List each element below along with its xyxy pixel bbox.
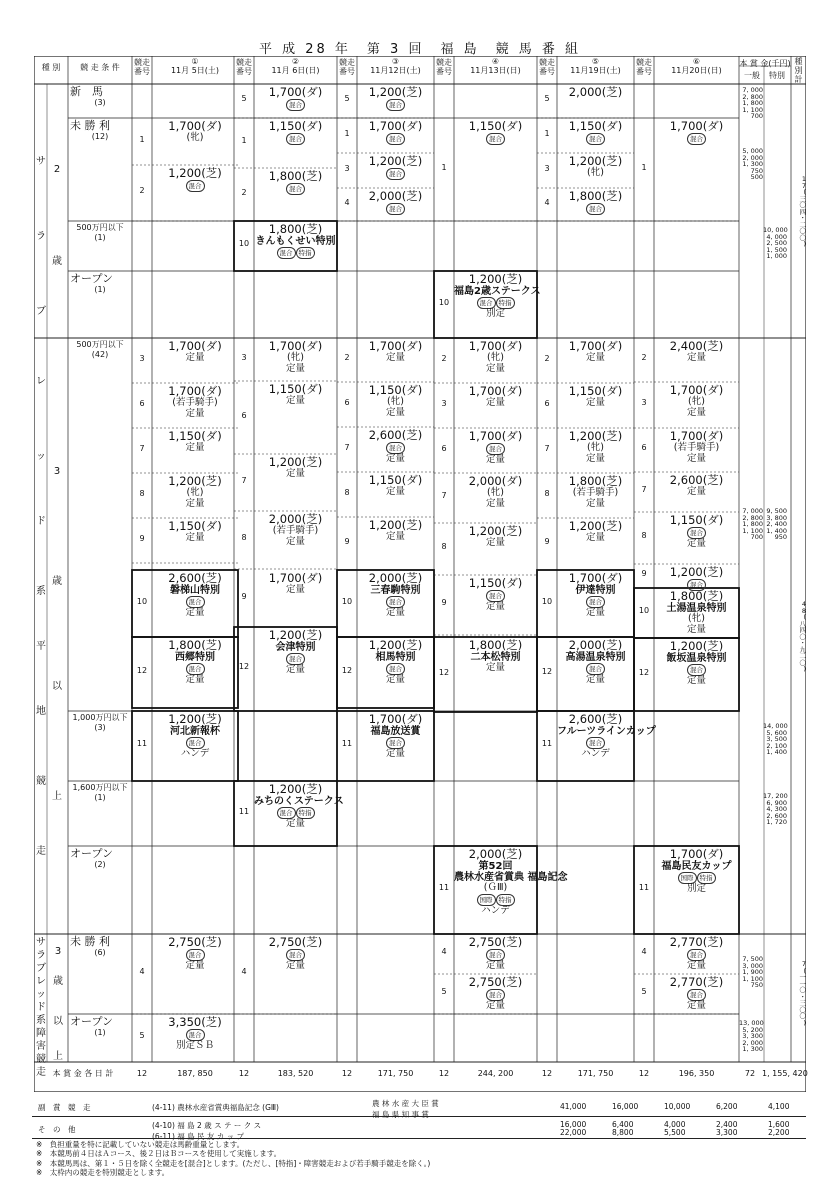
award-value: 16,000 xyxy=(612,1102,639,1111)
race-cell: 1,150(ダ) 定量 xyxy=(568,384,623,408)
header-day-5: ⑤ 11月19日(土) xyxy=(570,57,621,75)
header-race-no: 競走 番号 xyxy=(636,58,652,76)
section-jump-char: 害 xyxy=(36,1041,46,1052)
race-number: 2 xyxy=(544,353,550,363)
condition-count: (1) xyxy=(94,285,106,294)
race-number: 2 xyxy=(441,353,447,363)
race-cell: 1,700(ダ) 福島放送賞 混合 定量 xyxy=(368,712,423,760)
race-cell: 1,200(芝) みちのくステークス 混合 特指 定量 xyxy=(254,782,344,830)
race-number: 2 xyxy=(241,187,247,197)
header-race-no: 競走 番号 xyxy=(134,58,150,76)
race-number: 12 xyxy=(136,665,148,675)
header-race-no: 競走 番号 xyxy=(236,58,252,76)
totals-all-count: 72 xyxy=(744,1069,756,1078)
race-cell: 1,700(ダ) 定量 xyxy=(568,339,623,363)
race-cell: 1,700(ダ) (若手騎手) 定量 xyxy=(669,429,724,464)
other-value: 6,400 xyxy=(612,1120,634,1129)
race-cell: 2,750(芝) 混合 定量 xyxy=(468,935,523,971)
section-sara-char: 系 xyxy=(36,586,46,597)
race-number: 11 xyxy=(438,883,450,892)
race-number: 4 xyxy=(641,947,647,956)
race-cell: 1,200(芝) 混合 xyxy=(669,565,724,589)
condition-count: (3) xyxy=(94,98,106,107)
totals-count: 12 xyxy=(438,1069,450,1078)
race-cell: 1,800(芝) 混合 xyxy=(568,189,623,213)
race-number: 11 xyxy=(638,883,650,892)
prize-values: 14, 000 5, 600 3, 500 2, 100 1, 400 xyxy=(763,722,788,756)
race-cell: 2,000(芝) 高湯温泉特別 混合 定量 xyxy=(565,638,626,686)
race-number: 4 xyxy=(441,947,447,956)
race-number: 2 xyxy=(641,353,647,362)
page-title: 平 成 28 年 第 3 回 福 島 競 馬 番 組 xyxy=(258,42,581,57)
section-jump-char: 走 xyxy=(36,1067,46,1078)
race-number: 8 xyxy=(241,533,247,542)
race-number: 11 xyxy=(238,806,250,816)
race-number: 7 xyxy=(544,443,550,453)
prize-values: 9, 500 3, 800 2, 400 1, 400 950 xyxy=(766,507,787,541)
header-day-6: ⑥ 11月20日(日) xyxy=(671,57,722,75)
other-value: 16,000 xyxy=(560,1120,587,1129)
prize-values: 7, 000 2, 800 1, 800 1, 100 700 xyxy=(742,86,763,120)
section-sara-char: ッ xyxy=(36,451,46,462)
race-cell: 2,750(芝) 混合 定量 xyxy=(268,935,323,971)
race-cell: 1,150(ダ) 混合 xyxy=(468,119,523,143)
section-jump-char: レ xyxy=(36,976,46,987)
notes xyxy=(36,1140,430,1178)
race-number: 9 xyxy=(544,537,550,546)
race-number: 5 xyxy=(139,1031,145,1040)
totals-prize: 171, 750 xyxy=(377,1069,414,1078)
condition-count: (6) xyxy=(94,948,106,957)
other-races: (4-10) 福 島 2 歳 ス テ ー ク ス (6-11) 福 島 民 友 カ ッ プ xyxy=(152,1121,262,1141)
race-number: 10 xyxy=(438,297,450,307)
race-cell: 2,600(芝) 磐梯山特別 混合 定量 xyxy=(168,571,222,619)
prize-values: 7, 500 3, 000 1, 900 1, 100 750 xyxy=(742,955,763,989)
race-cell: 1,800(芝) 西郷特別 混合 定量 xyxy=(168,638,222,686)
race-number: 1 xyxy=(344,128,350,138)
race-number: 3 xyxy=(641,398,647,407)
race-number: 11 xyxy=(541,739,553,748)
prize-values: 17, 200 6, 900 4, 300 2, 600 1, 720 xyxy=(763,792,788,826)
race-cell: 1,700(ダ) (牝) 定量 xyxy=(669,383,724,418)
race-number: 6 xyxy=(241,410,247,420)
race-number: 9 xyxy=(441,598,447,607)
totals-count: 12 xyxy=(341,1069,353,1078)
race-cell: 2,770(芝) 混合 定量 xyxy=(669,975,724,1011)
race-cell: 1,150(ダ) 混合 xyxy=(568,119,623,143)
race-number: 9 xyxy=(641,569,647,578)
race-cell: 1,700(ダ) 混合 xyxy=(669,119,724,143)
header-day-1: ① 11月 5日(土) xyxy=(170,57,220,75)
age3-label: 以 xyxy=(52,681,62,692)
age3-label: 歳 xyxy=(52,576,62,587)
race-cell: 2,770(芝) 混合 定量 xyxy=(669,935,724,971)
race-cell: 2,000(芝) 三春駒特別 混合 定量 xyxy=(368,571,423,619)
totals-label: 本 賞 金 各 日 計 xyxy=(52,1069,114,1078)
race-cell: 1,150(ダ) 定量 xyxy=(268,382,323,406)
race-number: 7 xyxy=(641,485,647,494)
race-cell: 1,150(ダ) (牝) 定量 xyxy=(368,383,423,418)
race-number: 4 xyxy=(241,967,247,976)
jump-age-label: 以 xyxy=(53,1016,63,1027)
section-sara-char: サ xyxy=(36,156,46,167)
race-number: 12 xyxy=(438,667,450,677)
race-cell: 1,150(ダ) 混合 定量 xyxy=(468,576,523,612)
race-number: 2 xyxy=(344,353,350,362)
age2-label: 歳 xyxy=(52,256,62,267)
race-cell: 1,700(ダ) (牝) xyxy=(168,119,222,143)
totals-count: 12 xyxy=(638,1069,650,1078)
header-kind-total: 種 別 計 xyxy=(794,57,803,84)
other-value: 3,300 xyxy=(716,1128,738,1137)
race-number: 8 xyxy=(544,488,550,498)
race-number: 3 xyxy=(344,163,350,173)
race-number: 4 xyxy=(544,197,550,207)
section-sara-char: 走 xyxy=(36,846,46,857)
race-number: 12 xyxy=(638,667,650,677)
age2-label: 2 xyxy=(53,164,61,175)
condition-count: (1) xyxy=(94,793,106,802)
header-race-no: 競走 番号 xyxy=(436,58,452,76)
race-number: 3 xyxy=(241,352,247,362)
race-cell: 2,000(芝) 混合 xyxy=(368,189,423,213)
race-cell: 1,700(ダ) 混合 定量 xyxy=(468,429,523,465)
race-cell: 1,200(芝) 相馬特別 混合 定量 xyxy=(368,638,423,686)
race-cell: 3,350(芝) 混合 別定ＳＢ xyxy=(168,1015,222,1051)
header-day-3: ③ 11月12日(土) xyxy=(370,57,421,75)
race-cell: 1,200(芝) 定量 xyxy=(568,519,623,543)
totals-count: 12 xyxy=(541,1069,553,1078)
race-cell: 1,800(芝) きんもくせい特別 混合 特指 xyxy=(255,222,336,258)
race-cell: 1,200(芝) (牝) xyxy=(568,154,623,178)
race-cell: 1,200(芝) 定量 xyxy=(368,518,423,542)
race-cell: 1,700(ダ) 定量 xyxy=(168,339,222,363)
race-cell: 1,200(芝) 飯坂温泉特別 混合 定量 xyxy=(666,639,727,687)
race-number: 12 xyxy=(341,665,353,675)
header-race-no: 競走 番号 xyxy=(539,58,555,76)
other-value: 2,200 xyxy=(768,1128,790,1137)
race-number: 6 xyxy=(641,443,647,452)
condition-name: 500万円以下 xyxy=(76,223,124,232)
section-jump-char: 系 xyxy=(36,1015,46,1026)
race-cell: 1,700(ダ) 定量 xyxy=(468,384,523,408)
race-number: 6 xyxy=(344,397,350,407)
race-cell: 2,600(芝) 混合 定量 xyxy=(368,428,423,464)
race-number: 8 xyxy=(139,488,145,498)
race-number: 7 xyxy=(241,475,247,485)
kind-total: 1 7 ( 三 〇 四 ・ 二 〇 〇 ) xyxy=(799,175,806,248)
kind-total: 4 8 ( 八 四 〇 ・ 九 二 〇 ) xyxy=(799,600,806,673)
race-cell: 2,000(芝) (若手騎手) 定量 xyxy=(268,512,323,547)
note-line: ※ 負担重量を特に記載していない競走は馬齢重量とします。 xyxy=(36,1140,245,1149)
condition-name: オープン xyxy=(70,847,114,860)
race-cell: 1,200(芝) 定量 xyxy=(468,524,523,548)
race-number: 5 xyxy=(544,94,550,103)
jump-age-label: 3 xyxy=(54,946,62,957)
condition-count: (1) xyxy=(94,233,106,242)
race-cell: 1,700(ダ) (牝) 定量 xyxy=(268,339,323,374)
race-number: 10 xyxy=(238,239,250,248)
race-number: 10 xyxy=(638,606,650,615)
prize-values: 10, 000 4, 000 2, 500 1, 500 1, 000 xyxy=(763,226,788,260)
race-number: 6 xyxy=(441,443,447,453)
race-number: 1 xyxy=(441,162,447,172)
race-number: 3 xyxy=(544,163,550,173)
race-cell: 1,700(ダ) (牝) 定量 xyxy=(468,339,523,374)
race-cell: 2,600(芝) 定量 xyxy=(669,473,724,497)
race-number: 1 xyxy=(544,128,550,138)
condition-count: (1) xyxy=(94,1028,106,1037)
race-cell: 1,200(芝) 河北新報杯 混合 ハンデ xyxy=(168,712,222,760)
race-cell: 1,150(ダ) 定量 xyxy=(168,519,222,543)
race-number: 5 xyxy=(441,987,447,996)
race-number: 7 xyxy=(441,491,447,500)
race-cell: 1,200(芝) (牝) 定量 xyxy=(168,474,222,509)
award-value: 4,100 xyxy=(768,1102,790,1111)
race-number: 3 xyxy=(139,353,145,363)
section-jump-char: 競 xyxy=(36,1054,46,1065)
race-cell: 1,700(ダ) (若手騎手) 定量 xyxy=(168,384,222,419)
condition-name: 500万円以下 xyxy=(76,340,124,349)
race-cell: 1,800(芝) (若手騎手) 定量 xyxy=(568,474,623,509)
condition-count: (42) xyxy=(91,350,109,359)
other-value: 1,600 xyxy=(768,1120,790,1129)
race-cell: 1,700(ダ) 混合 xyxy=(368,119,423,143)
condition-name: 1,600万円以下 xyxy=(72,783,128,792)
totals-count: 12 xyxy=(238,1069,250,1078)
other-value: 4,000 xyxy=(664,1120,686,1129)
condition-name: 新 馬 xyxy=(70,85,103,98)
other-value: 8,800 xyxy=(612,1128,634,1137)
age3-label: 3 xyxy=(53,466,61,477)
race-number: 1 xyxy=(139,134,145,144)
totals-all-prize: 1, 155, 420 xyxy=(762,1069,808,1078)
section-sara-char: 競 xyxy=(36,776,46,787)
race-cell: 1,150(ダ) 混合 定量 xyxy=(669,513,724,549)
note-line: ※ 本競馬前４日はＡコース、後２日はＢコースを使用して実施します。 xyxy=(36,1149,282,1159)
race-number: 2 xyxy=(139,186,145,195)
race-cell: 1,700(ダ) 伊達特別 混合 定量 xyxy=(568,571,623,619)
jump-age-label: 歳 xyxy=(53,976,63,987)
race-cell: 2,600(芝) フルーツラインカップ 混合 ハンデ xyxy=(557,712,656,760)
footer-divider xyxy=(32,1138,806,1139)
note-line: ※ 本競馬馬は、第１・５日を除く全競走を[混合]とします。(ただし、[特指]・障害競走および若手騎手競走を除く。) xyxy=(36,1158,431,1168)
condition-name: オープン xyxy=(70,272,114,285)
race-number: 8 xyxy=(344,487,350,497)
race-cell: 1,800(芝) 土湯温泉特別 (牝) 定量 xyxy=(666,589,727,635)
header-conditions: 競 走 条 件 xyxy=(80,63,120,72)
race-cell: 2,750(芝) 混合 定量 xyxy=(468,975,523,1011)
header-day-4: ④ 11月13日(日) xyxy=(470,57,521,75)
prize-values: 7, 000 2, 800 1, 800 1, 100 700 xyxy=(742,507,763,541)
race-cell: 1,200(芝) 福島2歳ステークス 混合 特指 別定 xyxy=(454,272,541,320)
race-number: 5 xyxy=(241,94,247,103)
race-cell: 1,200(芝) 混合 xyxy=(368,154,423,178)
section-jump-char: ッ xyxy=(36,989,46,1000)
section-jump-char: 障 xyxy=(36,1028,46,1039)
section-jump-char: ラ xyxy=(36,950,46,961)
section-sara-char: 平 xyxy=(36,641,46,652)
age3-label: 上 xyxy=(52,791,62,802)
race-cell: 1,800(芝) 二本松特別 定量 xyxy=(468,638,523,674)
race-number: 1 xyxy=(641,162,647,172)
header-race-no: 競走 番号 xyxy=(339,58,355,76)
race-number: 12 xyxy=(541,667,553,676)
condition-count: (2) xyxy=(94,860,106,869)
race-number: 10 xyxy=(136,596,148,606)
header-general: 一般 xyxy=(744,71,760,80)
section-jump-char: ブ xyxy=(36,963,46,974)
condition-name: 1,000万円以下 xyxy=(72,713,128,722)
note-line: ※ 太枠内の競走を特別競走とします。 xyxy=(36,1168,170,1178)
section-jump-char: ド xyxy=(36,1002,46,1013)
race-number: 9 xyxy=(344,536,350,546)
program-table xyxy=(34,56,806,1092)
other-label: そ の 他 xyxy=(38,1125,76,1134)
race-cell: 1,200(芝) 混合 xyxy=(368,85,423,109)
race-number: 5 xyxy=(641,987,647,996)
race-number: 8 xyxy=(441,542,447,551)
condition-count: (3) xyxy=(94,723,106,732)
race-number: 4 xyxy=(344,197,350,207)
race-number: 3 xyxy=(441,398,447,408)
award-value: 10,000 xyxy=(664,1102,691,1111)
condition-name: 未 勝 利 xyxy=(70,119,110,132)
race-number: 9 xyxy=(139,533,145,543)
kind-total: 7 ( 一 一 〇 ・ 三 〇 〇 ) xyxy=(799,960,806,1027)
race-cell: 1,150(ダ) 混合 xyxy=(268,119,323,143)
header-prize: 本 賞 金(千円) xyxy=(739,59,791,68)
award-value: 6,200 xyxy=(716,1102,738,1111)
award-value: 41,000 xyxy=(560,1102,587,1111)
race-cell: 1,150(ダ) 定量 xyxy=(168,429,222,453)
race-number: 7 xyxy=(139,443,145,453)
other-value: 2,400 xyxy=(716,1120,738,1129)
totals-prize: 183, 520 xyxy=(277,1069,314,1078)
race-cell: 1,700(ダ) 定量 xyxy=(268,571,323,595)
condition-count: (12) xyxy=(91,132,109,141)
jump-age-label: 上 xyxy=(53,1051,63,1062)
totals-prize: 196, 350 xyxy=(678,1069,715,1078)
totals-count: 12 xyxy=(136,1069,148,1078)
race-number: 6 xyxy=(544,398,550,408)
race-number: 5 xyxy=(344,94,350,103)
section-sara-char: ラ xyxy=(36,231,46,242)
race-number: 10 xyxy=(341,596,353,606)
award-by: 農 林 水 産 大 臣 賞 福 島 県 知 事 賞 xyxy=(372,1099,439,1119)
race-cell: 1,700(ダ) 福島民友カップ 国際 特指 別定 xyxy=(661,847,732,895)
header-kind: 種 別 xyxy=(41,63,61,72)
race-number: 4 xyxy=(139,967,145,976)
section-sara-char: 地 xyxy=(36,706,46,717)
race-cell: 1,200(芝) 会津特別 混合 定量 xyxy=(268,628,323,676)
race-number: 9 xyxy=(241,591,247,601)
totals-prize: 244, 200 xyxy=(477,1069,514,1078)
race-number: 6 xyxy=(139,398,145,408)
race-number: 12 xyxy=(238,662,250,671)
race-cell: 1,700(ダ) 定量 xyxy=(368,339,423,363)
race-cell: 2,400(芝) 定量 xyxy=(669,339,724,363)
race-cell: 1,150(ダ) 定量 xyxy=(368,473,423,497)
footer-divider xyxy=(32,1116,806,1117)
race-cell: 2,000(ダ) (牝) 定量 xyxy=(468,474,523,509)
award-label: 副 賞 競 走 xyxy=(38,1103,91,1112)
header-day-2: ② 11月 6日(日) xyxy=(271,57,320,75)
totals-prize: 171, 750 xyxy=(577,1069,614,1078)
race-cell: 2,000(芝) 第52回 農林水産省賞典 福島記念 (ＧⅢ) 国際 特指 ハンデ xyxy=(454,847,568,916)
race-cell: 2,750(芝) 混合 定量 xyxy=(168,935,222,971)
race-number: 8 xyxy=(641,531,647,540)
race-cell: 1,200(芝) 混合 xyxy=(168,166,222,190)
award-race: (4-11) 農林水産省賞典福島記念 (GⅢ) xyxy=(152,1103,279,1112)
race-number: 1 xyxy=(241,136,247,145)
race-cell: 1,800(芝) 混合 xyxy=(268,169,323,193)
other-value: 22,000 xyxy=(560,1128,587,1137)
other-value: 5,500 xyxy=(664,1128,686,1137)
race-number: 10 xyxy=(541,596,553,606)
prize-values: 13, 000 5, 200 3, 300 2, 000 1, 300 xyxy=(739,1019,764,1053)
race-number: 7 xyxy=(344,442,350,452)
condition-name: 未 勝 利 xyxy=(70,935,110,948)
race-cell: 1,200(芝) (牝) 定量 xyxy=(568,429,623,464)
race-cell: 1,700(ダ) 混合 xyxy=(268,85,323,109)
prize-values: 5, 000 2, 000 1, 300 750 500 xyxy=(742,147,763,181)
section-jump-char: サ xyxy=(36,937,46,948)
race-number: 11 xyxy=(341,739,353,748)
header-special: 特別 xyxy=(769,71,785,80)
totals-prize: 187, 850 xyxy=(177,1069,213,1078)
race-number: 11 xyxy=(136,739,148,748)
section-sara-char: ブ xyxy=(36,306,46,317)
race-cell: 1,200(芝) 定量 xyxy=(268,455,323,479)
section-sara-char: ド xyxy=(36,516,46,527)
race-cell: 2,000(芝) xyxy=(568,85,623,99)
section-sara-char: レ xyxy=(36,376,46,387)
condition-name: オープン xyxy=(70,1015,114,1028)
